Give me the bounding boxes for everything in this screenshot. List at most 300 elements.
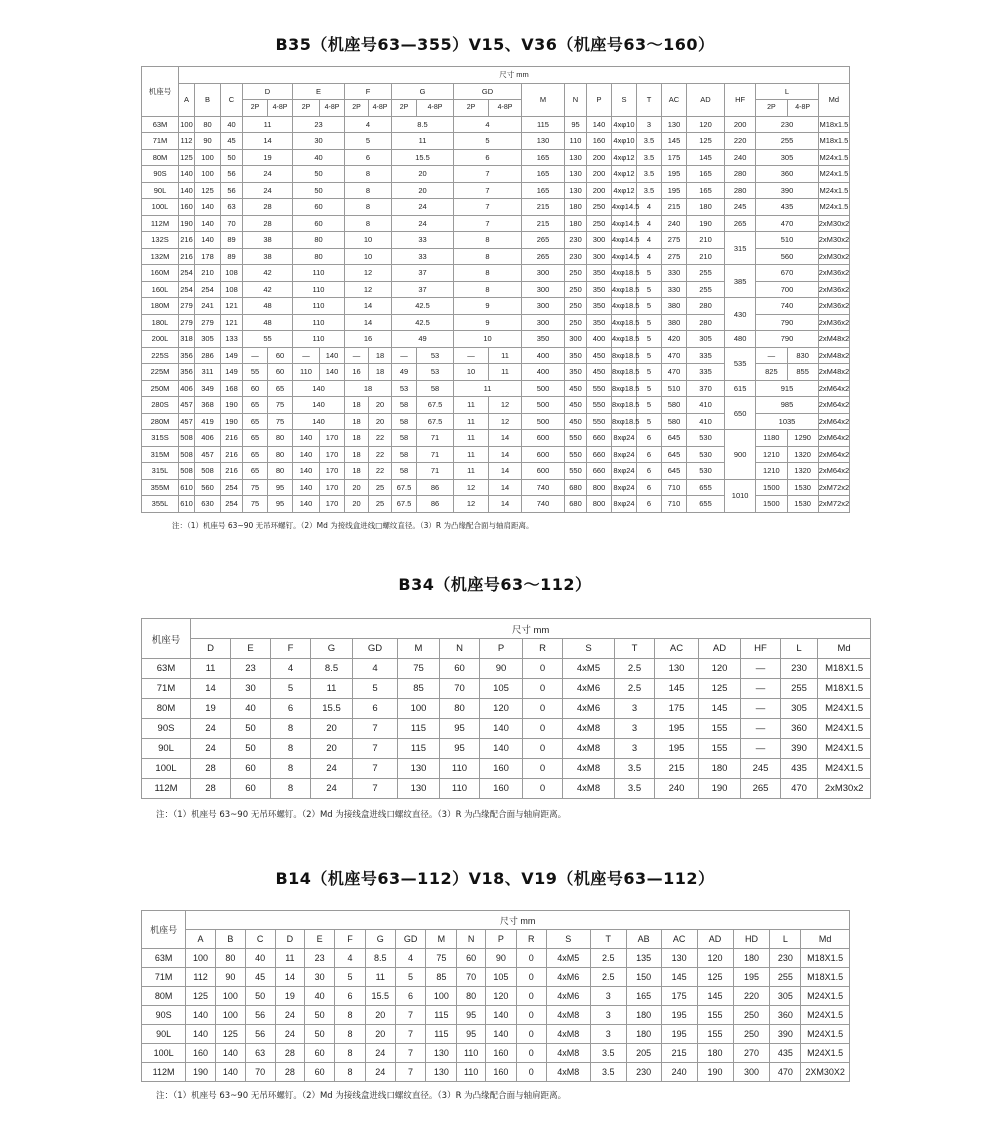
cell-ac: 145 xyxy=(662,133,687,150)
cell-ad: 210 xyxy=(687,248,725,265)
cell-l: 255 xyxy=(756,133,819,150)
cell-n: 350 xyxy=(565,364,587,381)
cell-ac: 645 xyxy=(662,430,687,447)
b14-dimension-table xyxy=(141,910,850,1082)
cell-ad: 120 xyxy=(687,116,725,133)
cell-c: 63 xyxy=(221,199,243,216)
cell-d-2p: 75 xyxy=(243,479,268,496)
cell-c: 89 xyxy=(221,232,243,249)
cell-a: 160 xyxy=(179,199,195,216)
cell-c: 133 xyxy=(221,331,243,348)
cell-gd: 6 xyxy=(395,987,426,1006)
cell-s: 4xφ18.5 xyxy=(612,298,637,315)
cell-ac: 275 xyxy=(662,248,687,265)
cell-c: 254 xyxy=(221,479,243,496)
cell-e: 50 xyxy=(231,739,271,759)
col-header-ad: AD xyxy=(697,930,733,949)
cell-md: 2xM64x2 xyxy=(818,463,849,480)
cell-g-2p: 53 xyxy=(392,380,417,397)
cell-g: 24 xyxy=(392,199,454,216)
cell-ad: 165 xyxy=(687,166,725,183)
cell-t: 3 xyxy=(615,719,655,739)
cell-ad: 280 xyxy=(687,314,725,331)
cell-e-48p: 170 xyxy=(320,446,345,463)
col-header-t: T xyxy=(590,930,626,949)
cell-a: 100 xyxy=(179,116,195,133)
cell-f-48p: 22 xyxy=(369,446,392,463)
cell-p: 400 xyxy=(587,331,612,348)
cell-e-2p: 140 xyxy=(293,430,320,447)
cell-m: 115 xyxy=(522,116,565,133)
cell-f: 8 xyxy=(345,166,392,183)
col-header-l: L xyxy=(756,83,819,100)
frame-cell: 80M xyxy=(142,699,191,719)
cell-r: 0 xyxy=(523,779,563,799)
col-header-s: S xyxy=(612,83,637,116)
col-header-m: M xyxy=(426,930,457,949)
col-header-r: R xyxy=(523,639,563,659)
cell-p: 660 xyxy=(587,446,612,463)
cell-f-48p: 25 xyxy=(369,479,392,496)
cell-e: 23 xyxy=(231,659,271,679)
frame-cell: 225S xyxy=(142,347,179,364)
frame-cell: 355L xyxy=(142,496,179,513)
table-row xyxy=(142,949,850,968)
cell-b: 80 xyxy=(215,949,245,968)
cell-s: 8xφ18.5 xyxy=(612,380,637,397)
cell-m: 85 xyxy=(426,968,457,987)
cell-m: 265 xyxy=(522,232,565,249)
cell-c: 40 xyxy=(221,116,243,133)
cell-g-48p: 67.5 xyxy=(417,413,454,430)
cell-ad: 530 xyxy=(687,463,725,480)
cell-s: 8xφ24 xyxy=(612,479,637,496)
cell-a: 254 xyxy=(179,281,195,298)
cell-hd: 180 xyxy=(733,949,770,968)
cell-gd-48p: 14 xyxy=(489,446,522,463)
frame-cell: 132M xyxy=(142,248,179,265)
cell-gd: 7 xyxy=(395,1025,426,1044)
cell-l: 360 xyxy=(756,166,819,183)
cell-r: 0 xyxy=(523,679,563,699)
cell-ac: 175 xyxy=(662,149,687,166)
cell-gd: 8 xyxy=(454,265,522,282)
cell-s: 4xM8 xyxy=(546,1006,590,1025)
cell-p: 660 xyxy=(587,463,612,480)
table-row xyxy=(142,347,850,364)
cell-ac: 130 xyxy=(662,116,687,133)
cell-e: 110 xyxy=(293,331,345,348)
cell-e: 60 xyxy=(305,1063,335,1082)
table-row xyxy=(142,987,850,1006)
cell-hf: 280 xyxy=(725,166,756,183)
cell-e: 80 xyxy=(293,232,345,249)
cell-a: 457 xyxy=(179,413,195,430)
cell-s: 4xM6 xyxy=(563,699,615,719)
cell-ad: 145 xyxy=(699,699,741,719)
cell-n: 680 xyxy=(565,496,587,513)
cell-g: 20 xyxy=(392,166,454,183)
cell-c: 56 xyxy=(245,1025,275,1044)
cell-l: 305 xyxy=(781,699,818,719)
cell-l: 470 xyxy=(781,779,818,799)
cell-m: 115 xyxy=(398,739,440,759)
cell-a: 508 xyxy=(179,446,195,463)
cell-d-48p: 80 xyxy=(268,446,293,463)
cell-a: 508 xyxy=(179,463,195,480)
cell-ad: 210 xyxy=(687,232,725,249)
cell-r: 0 xyxy=(516,949,546,968)
cell-g-2p: 58 xyxy=(392,430,417,447)
b14-note: 注：（1）机座号 63~90 无吊环螺钉。（2）Md 为接线盒进线口螺纹直径。（3）R 为凸缘配合面与轴肩距离。 xyxy=(156,1091,567,1101)
cell-d: 28 xyxy=(243,199,293,216)
cell-ac: 215 xyxy=(655,759,699,779)
cell-s: 4xM8 xyxy=(546,1044,590,1063)
cell-m: 100 xyxy=(398,699,440,719)
cell-d-2p: 60 xyxy=(243,380,268,397)
frame-cell: 160M xyxy=(142,265,179,282)
cell-g-48p: 71 xyxy=(417,463,454,480)
cell-md: M18X1.5 xyxy=(801,968,850,987)
cell-s: 4xM8 xyxy=(563,739,615,759)
col-header-e: E xyxy=(305,930,335,949)
cell-m: 115 xyxy=(426,1025,457,1044)
cell-r: 0 xyxy=(516,1025,546,1044)
cell-s: 4xM8 xyxy=(563,719,615,739)
cell-ac: 510 xyxy=(662,380,687,397)
cell-l: 390 xyxy=(756,182,819,199)
cell-e-2p: 140 xyxy=(293,479,320,496)
cell-md: 2xM72x2 xyxy=(818,496,849,513)
col-header-p: P xyxy=(480,639,523,659)
cell-g: 37 xyxy=(392,281,454,298)
cell-g-48p: 58 xyxy=(417,380,454,397)
cell-f: 8 xyxy=(345,182,392,199)
table-row xyxy=(142,215,850,232)
cell-s: 4xM6 xyxy=(563,679,615,699)
cell-e: 140 xyxy=(293,397,345,414)
cell-t: 4 xyxy=(637,232,662,249)
cell-md: M24x1.5 xyxy=(818,199,849,216)
cell-b: 286 xyxy=(195,347,221,364)
cell-md: M24X1.5 xyxy=(818,739,871,759)
cell-md: 2xM36x2 xyxy=(818,314,849,331)
cell-m: 600 xyxy=(522,463,565,480)
cell-d: 24 xyxy=(243,166,293,183)
cell-g: 33 xyxy=(392,248,454,265)
cell-n: 60 xyxy=(440,659,480,679)
frame-cell: 90L xyxy=(142,182,179,199)
col-header-g: G xyxy=(365,930,395,949)
pole-48p-header: 4-8P xyxy=(787,100,818,117)
cell-ad: 120 xyxy=(697,949,733,968)
table-row xyxy=(142,298,850,315)
cell-d: 48 xyxy=(243,298,293,315)
cell-ac: 195 xyxy=(661,1025,697,1044)
dims-header: 尺寸 mm xyxy=(186,911,850,930)
cell-n: 80 xyxy=(440,699,480,719)
cell-t: 5 xyxy=(637,314,662,331)
cell-gd-2p: — xyxy=(454,347,489,364)
cell-d-2p: 65 xyxy=(243,446,268,463)
cell-ac: 645 xyxy=(662,446,687,463)
cell-hf: 265 xyxy=(725,215,756,232)
cell-hf: 240 xyxy=(725,149,756,166)
cell-n: 95 xyxy=(457,1006,486,1025)
cell-md: 2xM36x2 xyxy=(818,281,849,298)
cell-c: 149 xyxy=(221,347,243,364)
cell-ac: 215 xyxy=(662,199,687,216)
cell-d: 38 xyxy=(243,232,293,249)
cell-a: 356 xyxy=(179,347,195,364)
cell-g: 49 xyxy=(392,331,454,348)
col-header-n: N xyxy=(440,639,480,659)
cell-d-48p: 95 xyxy=(268,496,293,513)
cell-ac: 470 xyxy=(662,347,687,364)
cell-m: 500 xyxy=(522,397,565,414)
cell-d: 19 xyxy=(275,987,305,1006)
cell-a: 140 xyxy=(186,1025,216,1044)
cell-l: 230 xyxy=(781,659,818,679)
cell-f-48p: 22 xyxy=(369,463,392,480)
cell-p: 160 xyxy=(486,1063,517,1082)
pole-2p-header: 2P xyxy=(756,100,787,117)
cell-e: 50 xyxy=(305,1006,335,1025)
cell-b: 349 xyxy=(195,380,221,397)
table-row xyxy=(142,199,850,216)
cell-n: 110 xyxy=(457,1044,486,1063)
cell-d-48p: 80 xyxy=(268,430,293,447)
cell-l: 435 xyxy=(781,759,818,779)
cell-n: 110 xyxy=(440,779,480,799)
cell-e: 60 xyxy=(293,199,345,216)
cell-e-2p: 140 xyxy=(293,446,320,463)
cell-f: 8 xyxy=(335,1044,366,1063)
cell-s: 4xM8 xyxy=(546,1063,590,1082)
b35-dimension-table xyxy=(141,66,850,513)
cell-f: 12 xyxy=(345,265,392,282)
cell-d: 42 xyxy=(243,281,293,298)
cell-gd-2p: 11 xyxy=(454,463,489,480)
cell-b: 140 xyxy=(215,1044,245,1063)
col-header-e: E xyxy=(231,639,271,659)
cell-md: 2xM64x2 xyxy=(818,397,849,414)
cell-ad: 530 xyxy=(687,446,725,463)
cell-r: 0 xyxy=(516,968,546,987)
cell-ac: 195 xyxy=(662,182,687,199)
pole-2p-header: 2P xyxy=(454,100,489,117)
cell-m: 115 xyxy=(398,719,440,739)
cell-b: 305 xyxy=(195,331,221,348)
cell-ab: 150 xyxy=(626,968,661,987)
cell-n: 230 xyxy=(565,248,587,265)
cell-p: 550 xyxy=(587,380,612,397)
cell-md: 2xM48x2 xyxy=(818,364,849,381)
cell-e: 140 xyxy=(293,380,345,397)
cell-d: 28 xyxy=(275,1044,305,1063)
cell-t: 5 xyxy=(637,298,662,315)
cell-b: 100 xyxy=(195,166,221,183)
cell-m: 600 xyxy=(522,446,565,463)
cell-b: 241 xyxy=(195,298,221,315)
cell-t: 4 xyxy=(637,199,662,216)
cell-e-2p: 110 xyxy=(293,364,320,381)
cell-md: M18X1.5 xyxy=(801,949,850,968)
table-row xyxy=(142,659,871,679)
cell-gd-2p: 11 xyxy=(454,446,489,463)
cell-b: 178 xyxy=(195,248,221,265)
col-header-n: N xyxy=(565,83,587,116)
pole-48p-header: 4-8P xyxy=(320,100,345,117)
cell-a: 610 xyxy=(179,479,195,496)
cell-a: 279 xyxy=(179,298,195,315)
cell-e: 60 xyxy=(305,1044,335,1063)
frame-header: 机座号 xyxy=(142,67,179,117)
cell-m: 130 xyxy=(426,1063,457,1082)
cell-d: 19 xyxy=(243,149,293,166)
cell-f: 8 xyxy=(271,739,311,759)
cell-ad: 155 xyxy=(697,1025,733,1044)
cell-s: 8xφ18.5 xyxy=(612,347,637,364)
dims-header: 尺寸 mm xyxy=(179,67,850,84)
cell-g: 20 xyxy=(392,182,454,199)
cell-ad: 255 xyxy=(687,265,725,282)
cell-n: 450 xyxy=(565,380,587,397)
cell-g: 15.5 xyxy=(365,987,395,1006)
cell-d: 28 xyxy=(191,759,231,779)
cell-d: 11 xyxy=(243,116,293,133)
table-row xyxy=(142,759,871,779)
pole-2p-header: 2P xyxy=(392,100,417,117)
cell-ad: 255 xyxy=(687,281,725,298)
cell-e-48p: 170 xyxy=(320,479,345,496)
cell-hf: 900 xyxy=(725,430,756,480)
cell-f: 10 xyxy=(345,232,392,249)
frame-cell: 71M xyxy=(142,133,179,150)
cell-ad: 155 xyxy=(699,719,741,739)
cell-md: 2xM64x2 xyxy=(818,413,849,430)
cell-g: 24 xyxy=(311,779,353,799)
cell-p: 120 xyxy=(486,987,517,1006)
col-header-d: D xyxy=(191,639,231,659)
cell-ac: 130 xyxy=(655,659,699,679)
cell-g-2p: 67.5 xyxy=(392,496,417,513)
cell-t: 6 xyxy=(637,496,662,513)
cell-md: 2xM36x2 xyxy=(818,265,849,282)
cell-p: 160 xyxy=(486,1044,517,1063)
cell-d-48p: 75 xyxy=(268,397,293,414)
cell-d-48p: 95 xyxy=(268,479,293,496)
cell-hf: — xyxy=(741,719,781,739)
cell-b: 90 xyxy=(195,133,221,150)
cell-gd-48p: 12 xyxy=(489,413,522,430)
cell-d-2p: 65 xyxy=(243,463,268,480)
cell-n: 350 xyxy=(565,347,587,364)
cell-p: 800 xyxy=(587,479,612,496)
cell-n: 450 xyxy=(565,413,587,430)
col-header-md: Md xyxy=(818,83,849,116)
col-header-m: M xyxy=(398,639,440,659)
cell-n: 250 xyxy=(565,314,587,331)
cell-m: 740 xyxy=(522,496,565,513)
cell-l: 670 xyxy=(756,265,819,282)
cell-hd: 300 xyxy=(733,1063,770,1082)
table-row xyxy=(142,1025,850,1044)
cell-gd: 9 xyxy=(454,314,522,331)
cell-f-2p: 20 xyxy=(345,479,369,496)
cell-t: 3 xyxy=(637,116,662,133)
col-header-ac: AC xyxy=(662,83,687,116)
cell-hf: — xyxy=(741,739,781,759)
cell-md: M18X1.5 xyxy=(818,659,871,679)
col-header-t: T xyxy=(615,639,655,659)
frame-cell: 90S xyxy=(142,166,179,183)
cell-c: 108 xyxy=(221,281,243,298)
col-header-ad: AD xyxy=(687,83,725,116)
cell-s: 4xφ14.5 xyxy=(612,199,637,216)
frame-cell: 80M xyxy=(142,149,179,166)
cell-g: 15.5 xyxy=(392,149,454,166)
cell-a: 190 xyxy=(186,1063,216,1082)
cell-d: 24 xyxy=(275,1006,305,1025)
cell-c: 70 xyxy=(221,215,243,232)
cell-b: 311 xyxy=(195,364,221,381)
cell-hf: 1010 xyxy=(725,479,756,512)
cell-n: 250 xyxy=(565,281,587,298)
cell-ac: 710 xyxy=(662,496,687,513)
cell-m: 600 xyxy=(522,430,565,447)
cell-g: 15.5 xyxy=(311,699,353,719)
cell-a: 190 xyxy=(179,215,195,232)
cell-n: 130 xyxy=(565,149,587,166)
frame-cell: 71M xyxy=(142,968,186,987)
cell-ad: 655 xyxy=(687,479,725,496)
cell-p: 160 xyxy=(480,779,523,799)
pole-2p-header: 2P xyxy=(345,100,369,117)
cell-f: 10 xyxy=(345,248,392,265)
cell-ac: 645 xyxy=(662,463,687,480)
cell-ad: 190 xyxy=(687,215,725,232)
cell-a: 112 xyxy=(179,133,195,150)
cell-f: 4 xyxy=(335,949,366,968)
cell-md: 2xM30x2 xyxy=(818,779,871,799)
cell-b: 210 xyxy=(195,265,221,282)
table-row xyxy=(142,380,850,397)
cell-c: 45 xyxy=(221,133,243,150)
cell-b: 279 xyxy=(195,314,221,331)
cell-md: M24X1.5 xyxy=(801,1025,850,1044)
cell-l: 510 xyxy=(756,232,819,249)
cell-g: 24 xyxy=(365,1044,395,1063)
table-row xyxy=(142,1044,850,1063)
cell-gd-2p: 11 xyxy=(454,430,489,447)
cell-l: 700 xyxy=(756,281,819,298)
frame-cell: 180M xyxy=(142,298,179,315)
cell-b: 560 xyxy=(195,479,221,496)
cell-s: 4xφ14.5 xyxy=(612,232,637,249)
cell-gd: 4 xyxy=(395,949,426,968)
cell-a: 254 xyxy=(179,265,195,282)
cell-l: 230 xyxy=(770,949,801,968)
cell-d: 38 xyxy=(243,248,293,265)
cell-l: 560 xyxy=(756,248,819,265)
table-row xyxy=(142,116,850,133)
cell-md: M24X1.5 xyxy=(818,759,871,779)
cell-l: 1035 xyxy=(756,413,819,430)
cell-f: 5 xyxy=(271,679,311,699)
cell-g-48p: 53 xyxy=(417,364,454,381)
cell-t: 3.5 xyxy=(615,779,655,799)
